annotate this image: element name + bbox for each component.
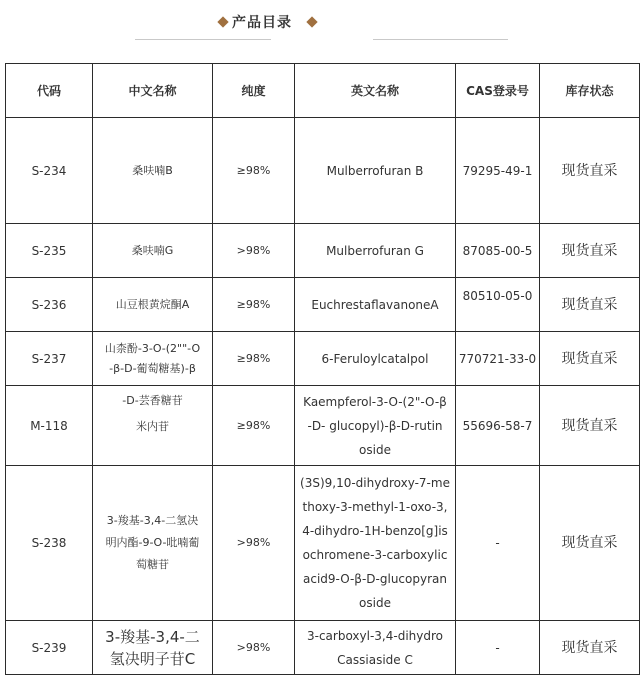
cell-en-name: (3S)9,10-dihydroxy-7-me thoxy-3-methyl-1-oxo-3, 4-dihydro-1H-benzo[g]is ochromene-3-carboxylic acid9-O-β-D-glucopyran oside xyxy=(295,466,456,621)
table-row xyxy=(6,466,640,621)
cell-stock: 现货直采 xyxy=(540,118,640,224)
cell-cn-name: 山柰酚-3-O-(2""-O -β-D-葡萄糖基)-β xyxy=(93,332,213,386)
cell-code: S-237 xyxy=(6,332,93,386)
header-divider-left xyxy=(135,39,271,40)
cell-purity: >98% xyxy=(213,621,295,675)
column-header-purity: 纯度 xyxy=(213,64,295,118)
cell-purity: >98% xyxy=(213,224,295,278)
cell-purity: ≥98% xyxy=(213,118,295,224)
cell-stock: 现货直采 xyxy=(540,386,640,466)
column-header-code: 代码 xyxy=(6,64,93,118)
cell-cas: 770721-33-0 xyxy=(456,332,540,386)
cell-code: S-235 xyxy=(6,224,93,278)
cell-cas: 80510-05-0 xyxy=(456,278,540,332)
cell-cn-name: 桑呋喃B xyxy=(93,118,213,224)
cell-code: S-234 xyxy=(6,118,93,224)
cell-cn-name: 山豆根黄烷酮A xyxy=(93,278,213,332)
cell-cn-name: 3-羧基-3,4-二氢决 明内酯-9-O-吡喃葡 萄糖苷 xyxy=(93,466,213,621)
cell-stock: 现货直采 xyxy=(540,466,640,621)
header-title-group xyxy=(214,12,430,34)
page-title: 产品目录 xyxy=(232,15,292,31)
cell-purity: >98% xyxy=(213,466,295,621)
column-header-stock: 库存状态 xyxy=(540,64,640,118)
column-header-cas: CAS登录号 xyxy=(456,64,540,118)
cell-en-name: 3-carboxyl-3,4-dihydro Cassiaside C xyxy=(295,621,456,675)
cell-en-name: Mulberrofuran G xyxy=(295,224,456,278)
table-header-row xyxy=(6,64,640,118)
table-row xyxy=(6,386,640,466)
cell-en-name: EuchrestaflavanoneA xyxy=(295,278,456,332)
table-row xyxy=(6,332,640,386)
cell-cas: 79295-49-1 xyxy=(456,118,540,224)
cell-cn-name: -D-芸香糖苷 米内苷 xyxy=(93,386,213,466)
column-header-en-name: 英文名称 xyxy=(295,64,456,118)
table-row xyxy=(6,621,640,675)
cell-stock: 现货直采 xyxy=(540,621,640,675)
catalog-header xyxy=(0,0,644,46)
cell-en-name: Kaempferol-3-O-(2"-O-β -D- glucopyl)-β-D-rutin oside xyxy=(295,386,456,466)
diamond-ornament-icon xyxy=(217,16,228,27)
cell-purity: ≥98% xyxy=(213,386,295,466)
cell-cn-name: 桑呋喃G xyxy=(93,224,213,278)
cell-code: S-238 xyxy=(6,466,93,621)
cell-stock: 现货直采 xyxy=(540,332,640,386)
cell-stock: 现货直采 xyxy=(540,224,640,278)
diamond-ornament-icon xyxy=(306,16,317,27)
column-header-cn-name: 中文名称 xyxy=(93,64,213,118)
product-catalog-table xyxy=(5,63,640,675)
header-divider-right xyxy=(373,39,508,40)
table-row xyxy=(6,278,640,332)
cell-cn-name: 3-羧基-3,4-二 氢决明子苷C xyxy=(93,621,213,675)
cell-code: S-239 xyxy=(6,621,93,675)
cell-cas: - xyxy=(456,466,540,621)
cell-cas: 87085-00-5 xyxy=(456,224,540,278)
cell-cas: - xyxy=(456,621,540,675)
cell-en-name: 6-Feruloylcatalpol xyxy=(295,332,456,386)
cell-cas: 55696-58-7 xyxy=(456,386,540,466)
table-row xyxy=(6,224,640,278)
cell-code: M-118 xyxy=(6,386,93,466)
cell-stock: 现货直采 xyxy=(540,278,640,332)
cell-purity: ≥98% xyxy=(213,332,295,386)
table-row xyxy=(6,118,640,224)
cell-purity: ≥98% xyxy=(213,278,295,332)
cell-code: S-236 xyxy=(6,278,93,332)
cell-en-name: Mulberrofuran B xyxy=(295,118,456,224)
